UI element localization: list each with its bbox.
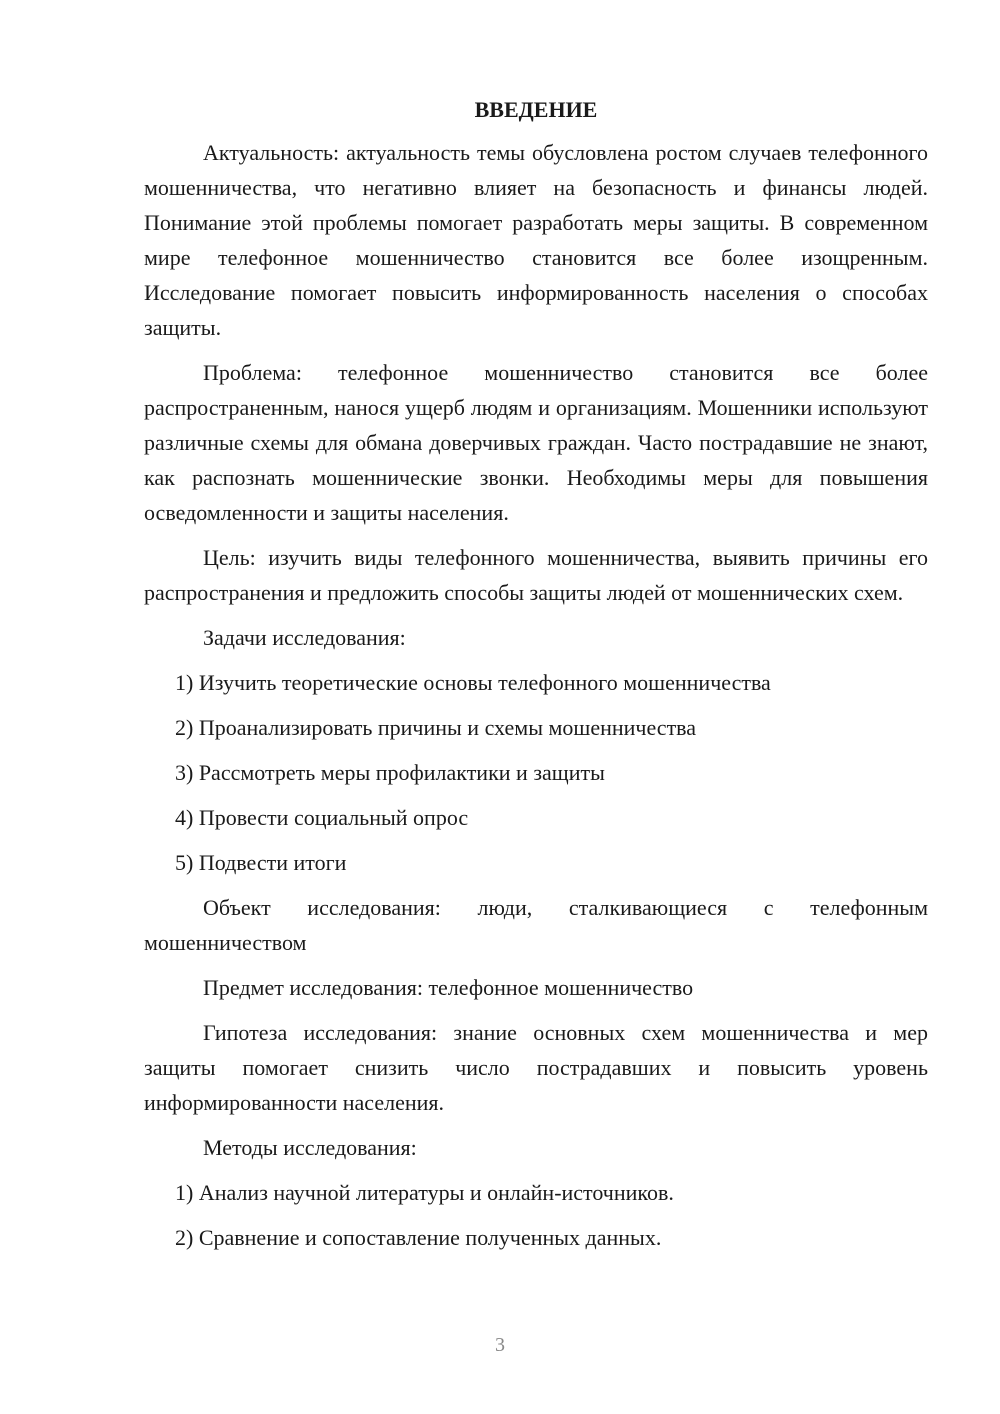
page-number: 3 — [495, 1334, 505, 1356]
task-item: 1) Изучить теоретические основы телефонного мошенничества — [175, 670, 771, 695]
method-item: 2) Сравнение и сопоставление полученных данных. — [175, 1225, 662, 1250]
section-title: ВВЕДЕНИЕ — [474, 97, 598, 122]
subject-paragraph: Предмет исследования: телефонное мошенничество — [203, 975, 694, 1000]
task-item: 4) Провести социальный опрос — [175, 805, 469, 830]
problem-paragraph: Проблема: телефонное мошенничество становится все более распространенным, нанося ущерб людям и организациям. Мошенники используют различные схемы для обмана доверчивых граждан. Часто пострадавшие не знают, как распознать мошеннические звонки. Необходимы меры для повышения осведомленности и защиты населения. — [144, 360, 928, 525]
goal-paragraph: Цель: изучить виды телефонного мошенничества, выявить причины его распространения и предложить способы защиты людей от мошеннических схем. — [144, 545, 928, 605]
hypothesis-paragraph: Гипотеза исследования: знание основных схем мошенничества и мер защиты помогает снизить число пострадавших и повысить уровень информированности населения. — [144, 1020, 928, 1115]
tasks-heading: Задачи исследования: — [203, 625, 406, 650]
task-item: 2) Проанализировать причины и схемы мошенничества — [175, 715, 697, 740]
task-item: 5) Подвести итоги — [175, 850, 347, 875]
task-item: 3) Рассмотреть меры профилактики и защиты — [175, 760, 605, 785]
page-content — [144, 96, 928, 1265]
methods-heading: Методы исследования: — [203, 1135, 417, 1160]
method-item: 1) Анализ научной литературы и онлайн-источников. — [175, 1180, 674, 1205]
relevance-paragraph: Актуальность: актуальность темы обусловлена ростом случаев телефонного мошенничества, что негативно влияет на безопасность и финансы людей. Понимание этой проблемы помогает разработать меры защиты. В современном мире телефонное мошенничество становится все более изощренным. Исследование помогает повысить информированность населения о способах защиты. — [144, 140, 928, 340]
object-paragraph: Объект исследования: люди, сталкивающиеся с телефонным мошенничеством — [144, 895, 928, 955]
